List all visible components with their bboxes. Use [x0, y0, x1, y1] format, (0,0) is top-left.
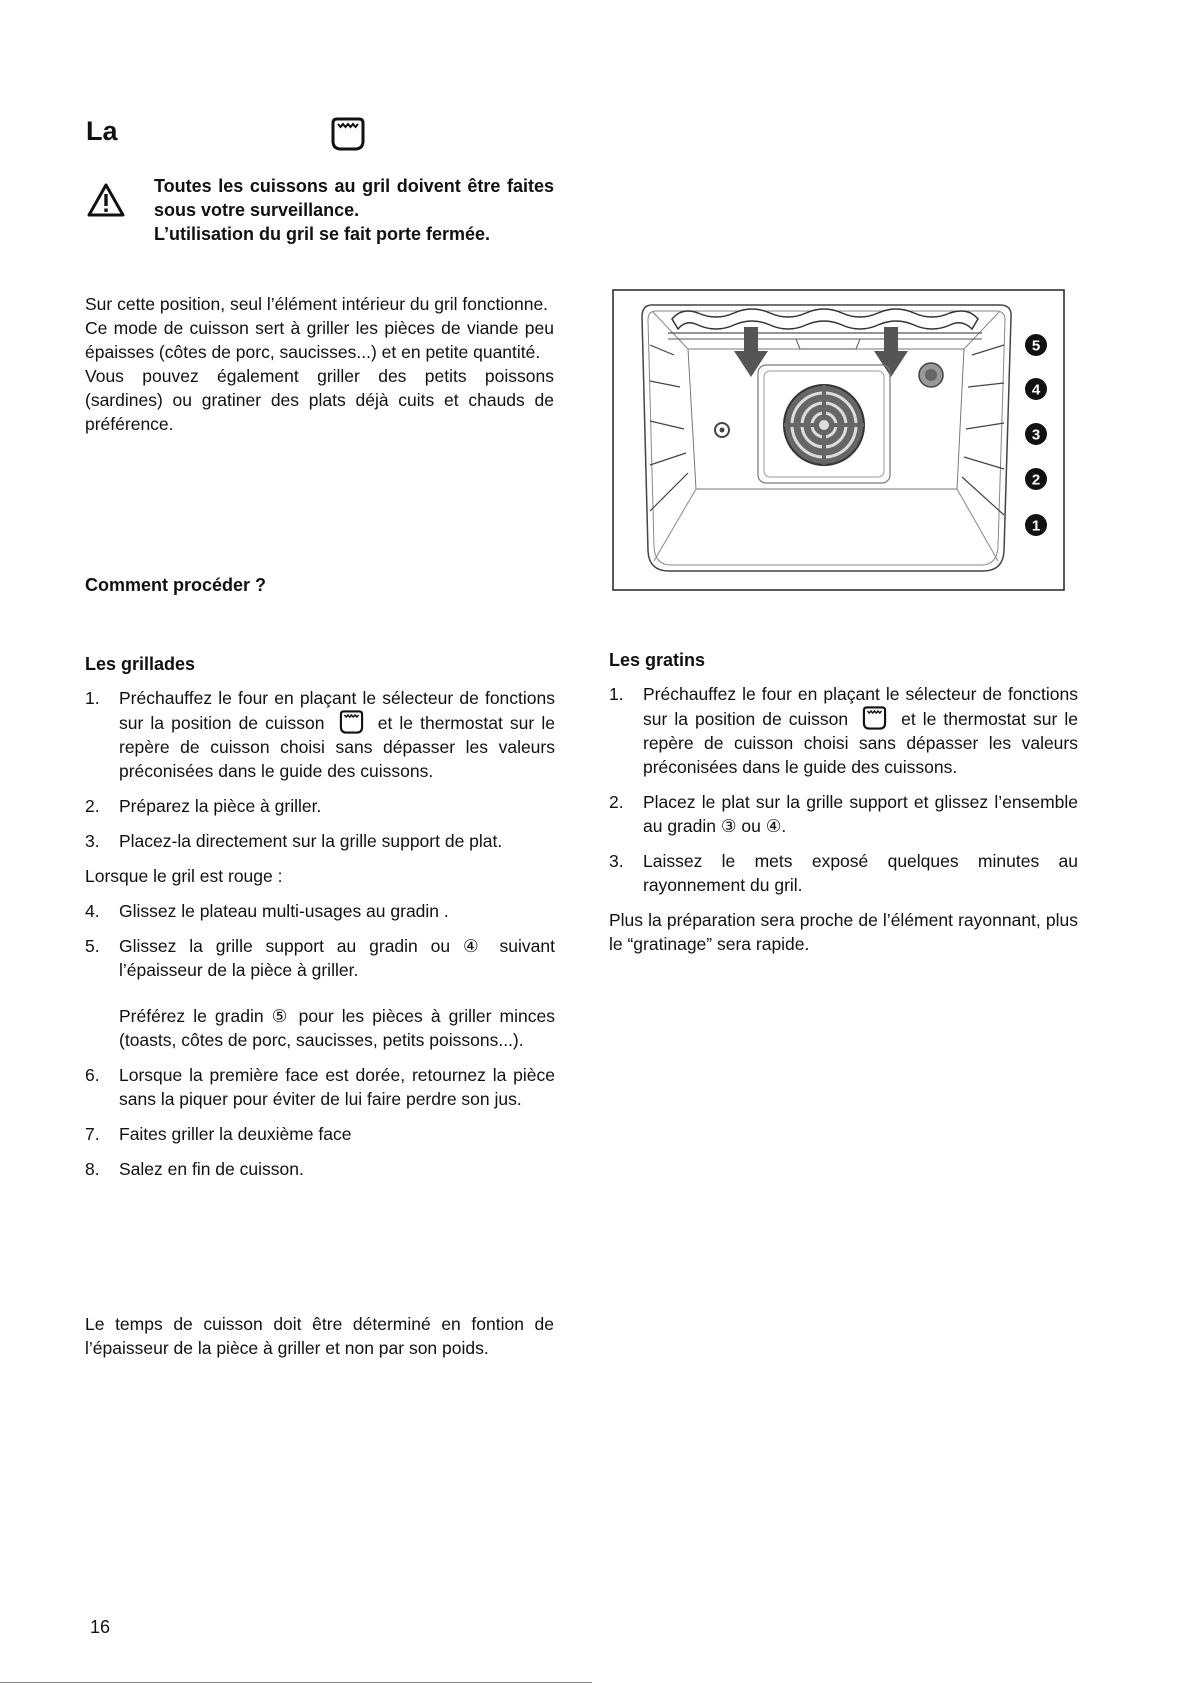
- step-number: 1.: [609, 684, 624, 704]
- step-number: 6.: [85, 1065, 100, 1085]
- gratins-step-2: [609, 790, 1078, 838]
- step-number: 3.: [85, 831, 100, 851]
- grillades-note: Lorsque le gril est rouge :: [85, 866, 283, 886]
- step-text: Glissez le plateau multi-usages au gradin .: [119, 901, 449, 921]
- step-number: 5.: [85, 936, 100, 956]
- gratins-section: [609, 648, 1078, 967]
- level-label-3: 3: [1031, 426, 1041, 444]
- step-text: Préchauffez le four en plaçant le sélecteur de fonctions sur la position de cuisson: [643, 684, 1078, 729]
- grillades-step-5: [85, 934, 555, 982]
- step-number: 2.: [85, 796, 100, 816]
- warning-text: [154, 174, 554, 246]
- grillades-step-8: [85, 1157, 555, 1181]
- step-text: Faites griller la deuxième face: [119, 1124, 352, 1144]
- page-number: 16: [90, 1617, 111, 1637]
- grillades-step-7: [85, 1122, 555, 1146]
- grillades-step-5-extra: Préférez le gradin ⑤ pour les pièces à griller minces (toasts, côtes de porc, saucisses, petits poissons...).: [119, 1006, 555, 1050]
- step-text: et le thermostat sur le repère de cuisson choisi sans dépasser les valeurs préconisées dans le guide des cuissons.: [119, 713, 555, 781]
- gratins-step-3: [609, 849, 1078, 897]
- oven-diagram: [612, 289, 1065, 591]
- grillades-step-6: [85, 1063, 555, 1111]
- step-number: 8.: [85, 1159, 100, 1179]
- step-number: 2.: [609, 792, 624, 812]
- level-label-1: 1: [1031, 517, 1041, 535]
- page-title: La: [86, 116, 118, 146]
- step-text: Préparez la pièce à griller.: [119, 796, 322, 816]
- step-number: 7.: [85, 1124, 100, 1144]
- level-marker-2: [1025, 468, 1047, 490]
- level-label-5: 5: [1031, 337, 1041, 355]
- step-text: Placez-la directement sur la grille support de plat.: [119, 831, 503, 851]
- step-text: Préchauffez le four en plaçant le sélecteur de fonctions sur la position de cuisson: [119, 688, 555, 733]
- grillades-heading: Les grillades: [85, 654, 196, 674]
- bottom-rule: [0, 1682, 592, 1683]
- step-text: Placez le plat sur la grille support et glissez l’ensemble au gradin ③ ou ④.: [643, 792, 1078, 836]
- grillades-step-3: [85, 829, 555, 853]
- closing-text: [85, 1312, 554, 1360]
- intro-paragraph-1: Sur cette position, seul l’élément intérieur du gril fonctionne.: [85, 294, 549, 314]
- grill-mode-icon: [861, 706, 888, 730]
- intro-paragraph-2: Ce mode de cuisson sert à griller les pièces de viande peu épaisses (côtes de porc, saucisses...) et en petite quantité.: [85, 318, 554, 362]
- step-text: Glissez la grille support au gradin ou ④ suivant l’épaisseur de la pièce à griller.: [119, 936, 555, 980]
- grill-mode-icon: [338, 710, 365, 734]
- warning-line-2: L’utilisation du gril se fait porte fermée.: [154, 224, 491, 244]
- warning-triangle-icon: [86, 182, 126, 218]
- level-marker-4: [1025, 378, 1047, 400]
- warning-line-1: Toutes les cuissons au gril doivent être faites sous votre surveillance.: [154, 176, 554, 220]
- step-number: 4.: [85, 901, 100, 921]
- grillades-step-1: [85, 686, 555, 783]
- step-text: Salez en fin de cuisson.: [119, 1159, 304, 1179]
- level-marker-1: [1025, 514, 1047, 536]
- grillades-step-4: [85, 899, 555, 923]
- grill-mode-icon: [330, 117, 366, 151]
- step-text: et le thermostat sur le repère de cuisson choisi sans dépasser les valeurs préconisées dans le guide des cuissons.: [643, 709, 1078, 777]
- grillades-step-2: [85, 794, 555, 818]
- howto-heading: Comment procéder ?: [85, 575, 267, 595]
- intro-text: [85, 292, 554, 436]
- level-marker-5: [1025, 334, 1047, 356]
- gratins-note: Plus la préparation sera proche de l’élément rayonnant, plus le “gratinage” sera rapide.: [609, 910, 1078, 954]
- step-number: 3.: [609, 851, 624, 871]
- intro-paragraph-3: Vous pouvez également griller des petits poissons (sardines) ou gratiner des plats déjà cuits et chauds de préférence.: [85, 366, 554, 434]
- closing-paragraph: Le temps de cuisson doit être déterminé en fontion de l’épaisseur de la pièce à griller et non par son poids.: [85, 1314, 554, 1358]
- level-label-2: 2: [1031, 471, 1041, 489]
- gratins-heading: Les gratins: [609, 650, 706, 670]
- level-label-4: 4: [1031, 381, 1041, 399]
- level-marker-3: [1025, 423, 1047, 445]
- step-text: Lorsque la première face est dorée, retournez la pièce sans la piquer pour éviter de lui faire perdre son jus.: [119, 1065, 555, 1109]
- step-text: Laissez le mets exposé quelques minutes au rayonnement du gril.: [643, 851, 1078, 895]
- gratins-step-1: [609, 682, 1078, 779]
- step-number: 1.: [85, 688, 100, 708]
- grillades-section: [85, 652, 555, 1192]
